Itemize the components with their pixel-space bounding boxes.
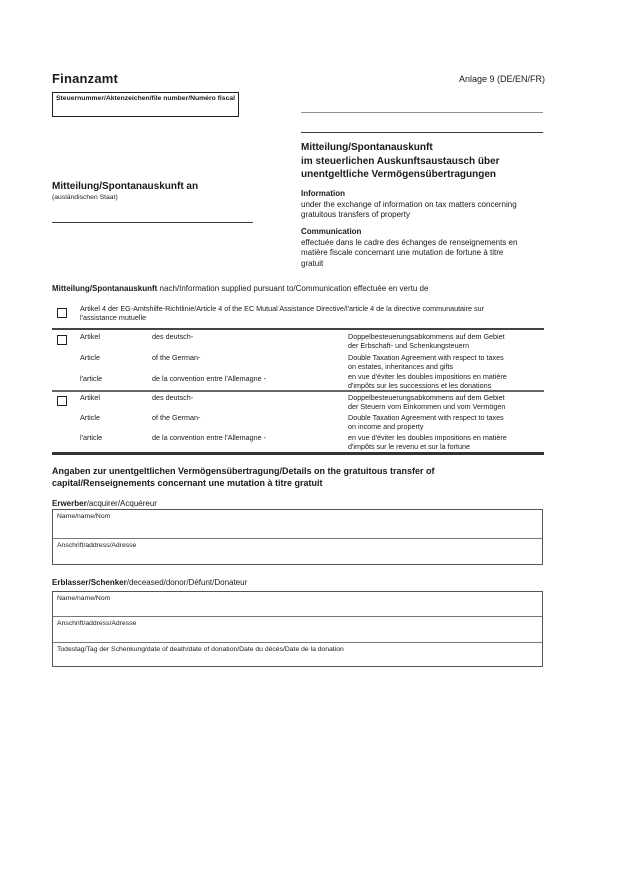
tax-number-label: Steuernummer/Aktenzeichen/file number/Numéro fiscal [56,95,236,102]
details-heading-line: capital/Renseignements concernant une mutation à titre gratuit [52,477,323,488]
field-label: Todestag/Tag der Schenkung/date of death/date of donation/Date du décès/Date de la donation [57,645,344,653]
erblasser-name-field[interactable] [53,592,542,617]
treaty-cell-en: of the German- [152,353,201,362]
treaty-cell-en: Double Taxation Agreement with respect to taxes on income and property [348,413,504,432]
anlage-label: Anlage 9 (DE/EN/FR) [458,74,545,84]
field-label: Anschrift/address/Adresse [57,541,137,549]
erwerber-name-field[interactable] [53,510,542,539]
erwerber-label-rest: /acquirer/Acquéreur [86,499,157,508]
info-text-line: gratuitous transfers of property [301,210,410,220]
recipient-title: Mitteilung/Spontanauskunft an [52,181,199,192]
treaty-row-income [52,392,544,452]
communication-text [301,238,555,269]
erwerber-label [52,499,157,508]
option-eg-directive-line: l'assistance mutuelle [80,313,147,323]
erblasser-label-rest: /deceased/donor/Défunt/Donateur [126,578,248,587]
recipient-state-line[interactable] [52,222,253,223]
treaty-cell-fr: de la convention entre l'Allemagne - [152,374,267,383]
field-label: Anschrift/address/Adresse [57,619,137,627]
legal-basis-heading-rest: nach/Information supplied pursuant to/Communication effectuée en vertu de [157,284,429,293]
notice-title [301,141,551,182]
communication-heading: Communication [301,227,362,236]
treaty-cell-fr: de la convention entre l'Allemagne - [152,433,267,442]
field-label: Name/name/Nom [57,594,111,602]
notice-title-line: Mitteilung/Spontanauskunft [301,142,433,153]
tax-number-box[interactable] [52,92,239,117]
treaty-cell-de: des deutsch- [152,393,194,402]
treaty-row-estate [52,330,544,390]
finanzamt-title: Finanzamt [52,71,119,86]
treaty-cell-en: Double Taxation Agreement with respect to taxes on estates, inheritances and gifts [348,353,504,372]
recipient-hint: (ausländischen Staat) [52,194,118,201]
treaty-cell-de: Doppelbesteuerungsabkommens auf dem Gebiet der Erbschaft- und Schenkungsteuern [348,332,505,351]
option-eg-directive [80,304,550,322]
communication-text-line: effectuée dans le cadre des échanges de renseignements en [301,238,518,247]
info-text [301,200,555,221]
treaty-cell-en: of the German- [152,413,201,422]
details-heading-line: Angaben zur unentgeltlichen Vermögensübertragung/Details on the gratuitous transfer of [52,466,435,476]
erblasser-date-field[interactable] [53,643,542,666]
treaty-cell-fr: en vue d'éviter les doubles impositions en matière d'impôts sur les successions et les donations [348,372,507,391]
treaty-cell-fr: en vue d'éviter les doubles impositions en matière d'impôts sur le revenu et sur la fortune [348,433,507,452]
erwerber-label-bold: Erwerber [52,499,87,508]
checkbox-eg-directive[interactable] [57,308,67,318]
treaty-cell-de: Doppelbesteuerungsabkommens auf dem Gebiet der Steuern vom Einkommen und vom Vermögen [348,393,506,412]
table-divider [52,452,544,455]
recipient-address-line-1[interactable] [301,112,543,113]
checkbox-estate-dta[interactable] [57,335,67,345]
info-heading: Information [301,189,345,198]
notice-title-line: im steuerlichen Auskunftsaustausch über [301,155,500,167]
erblasser-label-bold: Erblasser/Schenker [52,578,127,587]
communication-text-line: gratuit [301,258,324,268]
details-heading [52,466,522,489]
treaty-cell-fr: l'article [80,374,103,383]
info-text-line: under the exchange of information on tax matters concerning [301,200,517,209]
notice-title-line: unentgeltliche Vermögensübertragungen [301,169,497,180]
erwerber-address-field[interactable] [53,539,542,564]
erblasser-box [52,591,543,667]
treaty-cell-en: Article [80,353,100,362]
communication-text-line: matière fiscale concernant une mutation de fortune à titre [301,248,504,258]
treaty-cell-de: Artikel [80,332,100,341]
erwerber-box [52,509,543,565]
option-eg-directive-line: Artikel 4 der EG-Amtshilfe-Richtlinie/Article 4 of the EC Mutual Assistance Directive/l'article 4 de la directive communautaire sur [80,304,485,313]
treaty-cell-de: Artikel [80,393,100,402]
treaty-cell-en: Article [80,413,100,422]
treaty-cell-de: des deutsch- [152,332,194,341]
recipient-address-line-2[interactable] [301,132,543,133]
legal-basis-heading [52,284,428,293]
legal-basis-heading-bold: Mitteilung/Spontanauskunft [52,284,158,293]
erblasser-address-field[interactable] [53,617,542,643]
checkbox-income-dta[interactable] [57,396,67,406]
field-label: Name/name/Nom [57,512,111,520]
erblasser-label [52,578,247,587]
treaty-cell-fr: l'article [80,433,103,442]
